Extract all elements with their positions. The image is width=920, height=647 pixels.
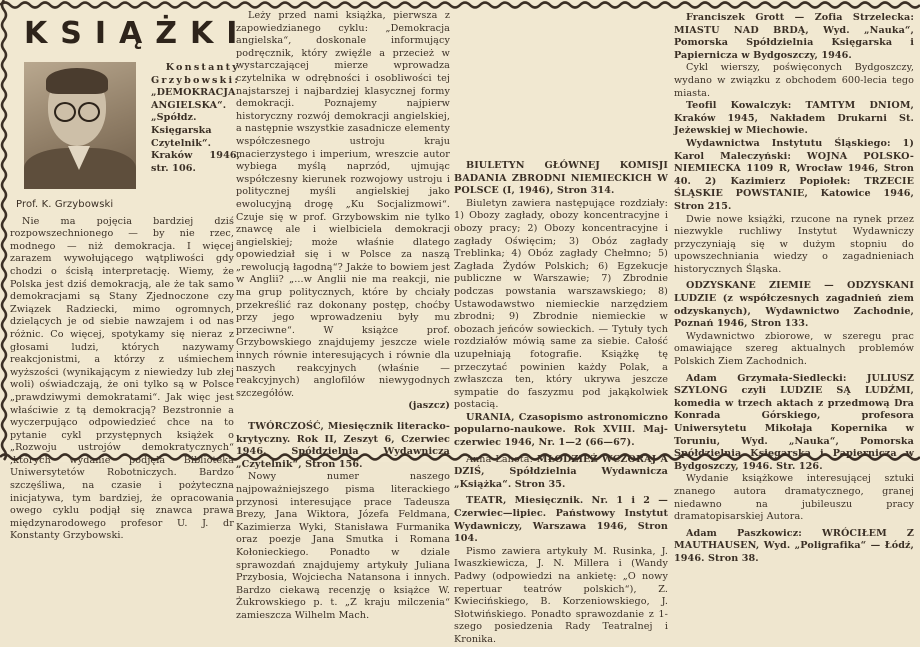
glasses-icon xyxy=(54,102,76,122)
review12-title: WRÓCIŁEM Z MAUTHAUSEN, Wyd. „Poligrafika“ — Łódź, 1946. Stron 38. xyxy=(674,527,914,564)
review11-heading xyxy=(674,373,914,474)
review9-body: Dwie nowe książki, rzucone na rynek przez niezwykle ruchliwy Instytut Wydawniczy przyczyniają się w dużym stopniu do upowszechniania wiedzy o zagadnieniach historycznych Śląska. xyxy=(674,213,914,275)
column-3 xyxy=(454,10,668,647)
wavy-border-top xyxy=(0,0,920,10)
review11-author: Adam Grzymała-Siedlecki: xyxy=(686,372,847,384)
review10-heading: ODZYSKANE ZIEMIE — ODZYSKANI LUDZIE (z współczesnych zagadnień ziem odzyskanych), Wydawnictwo Zachodnie, Poznań 1946, Stron 133. xyxy=(674,280,914,330)
review2-heading: TWÓRCZOŚĆ, Miesięcznik literacko-krytyczny. Rok II, Zeszyt 6, Czerwiec 1946. Spółdzielnia Wydawnicza „Czytelnik“, Stron 156. xyxy=(236,421,450,470)
review7-title: MIASTU NAD BRDĄ, Wyd. „Nauka“, Pomorska Spółdzielnia Księgarska i Papiernicza w Bydgoszczy, 1946. xyxy=(674,24,914,61)
column-1 xyxy=(10,10,251,543)
review11-title: JULIUSZ SZYLONG czyli LUDZIE SĄ LUDŹMI, komedia w trzech aktach z przedmową Dra Konrada Górskiego, profesora Uniwersytetu Mikołaja Kopernika w Toruniu, Wyd. „Nauka“, Pomorska Spółdzielnia Księgarska i Papiernicza w Bydgoszczy, 1946. Str. 126. xyxy=(674,372,914,472)
author-photo xyxy=(24,62,136,189)
review11-body: Wydanie książkowe interesującej sztuki znanego autora dramatycznego, granej niedawno na jubileuszu pracy dramatopisarskiej Autora. xyxy=(674,473,914,523)
review7-heading xyxy=(674,12,914,62)
wavy-border-left xyxy=(0,0,8,462)
review6-body: Pismo zawiera artykuły M. Rusinka, J. Iwaszkiewicza, J. N. Millera i (Wandy Padwy (odpowiedzi na ankietę: „O nowy repertuar teatrów polskich“), Z. Kwiecińskiego, B. Korzeniowskiego, J. Słotwińskiego. Ponadto sprawozdanie z 1-szego posiedzenia Rady Teatralnej i Kronika. xyxy=(454,545,668,645)
review12-author: Adam Paszkowicz: xyxy=(686,527,802,539)
review6-heading: TEATR, Miesięcznik. Nr. 1 i 2 — Czerwiec—lipiec. Państwowy Instytut Wydawniczy, Warszawa 1946, Stron 104. xyxy=(454,495,668,545)
review3-body: Biuletyn zawiera następujące rozdziały: 1) Obozy zagłady, obozy koncentracyjne i obozy pracy; 2) Obozy koncentracyjne i zagłady Oświęcim; 3) Obóz zagłady Treblinka; 4) Obóz zagłady Chełmno; 5) Zagłada Żydów Polskich; 6) Egzekucje publiczne w Warszawie; 7) Zbrodnie podczas powstania warszawskiego; 8) Ustawodawstwo niemieckie narzędziem zbrodni; 9) Zbrodnie niemieckie w obozach jeńców sowieckich. — Tytuły tych rozdziałów mówią same za siebie. Całość uzupełniają fotografie. Książkę tę przeczytać powinien każdy Polak, a zwłaszcza ten, który ukrywa jeszcze sympatie do faszyzmu pod jakąkolwiek postacią. xyxy=(454,197,668,411)
page-title: KSIĄŻKI xyxy=(24,16,251,51)
author-photo-block xyxy=(10,62,145,212)
review2-body: Nowy numer naszego najpoważniejszego pisma literackiego przynosi interesujące prace Tadeusza Brezy, Jana Wiktora, Józefa Feldmana, Kazimierza Wyki, Stanisława Furmanika oraz poezje Jana Smutka i Romana Kołonieckiego. Ponadto w dziale sprawozdań znajdujemy artykuły Juliana Przybosia, Wojciecha Natansona i innych. Bardzo ciekawą recenzję o książce W. Żukrowskiego p. t. „Z kraju milczenia“ zamieszcza Wilhelm Mach. xyxy=(236,471,450,621)
column-2 xyxy=(236,10,450,623)
review1-author: Konstanty Grzybowski: xyxy=(151,62,241,86)
review8-title: TAMTYM DNIOM, Kraków 1945, Nakładem Drukarni St. Jeżewskiej w Miechowie. xyxy=(674,100,914,137)
review3-heading: BIULETYN GŁÓWNEJ KOMISJI BADANIA ZBRODNI NIEMIECKICH W POLSCE (I, 1946), Stron 314. xyxy=(454,160,668,197)
review1-body-2: Leży przed nami książka, pierwsza z zapowiedzianego cyklu: „Demokracja angielska“, doskonale informujący podręcznik, który zwięźle a przecież w wystarczającej mierze wprowadza czytelnika w odrębności i osobliwości tej najstarszej i najbardziej klasycznej formy demokracji. Poznajemy najpierw historyczny rozwój demokracji angielskiej, a następnie wszystkie zasadnicze elementy współczesnego ustroju kraju macierzystego i imperium, wreszcie autor wybiega myślą naprzód, ujmując współczesny kierunek rozwojowy ustroju i politycznej myśli angielskiej jako ewolucyjną drogę „Ku Socjalizmowi“. Czuje się w prof. Grzybowskim nie tylko znawcę ale i wielbiciela demokracji angielskiej; może właśnie dlatego opowiedział się i w Polsce za naszą „rewolucją łagodną“? Jakże to bowiem jest w Anglii? „...w Anglii nie ma reakcji, nie ma grup politycznych, które by chciały przekreślić raz dokonany postęp, choćby przy jego wprowadzeniu były mu przeciwne“. W książce prof. Grzybowskiego znajdujemy jeszcze wiele innych równie interesujących i równie dla naszych reakcyjnych (właśnie — reakcyjnych) anglofilów niewygodnych szczegółów. xyxy=(236,10,450,399)
review1-publisher: „Spółdz. Księgarska Czytelnik“. Kraków 1946, str. 106. xyxy=(151,112,241,174)
review4-heading: URANIA, Czasopismo astronomiczno popularno-naukowe. Rok XVIII. Maj-czerwiec 1946, Nr. 1—2 (66—67). xyxy=(454,411,668,449)
review5-title: MŁODZIEŻ WCZORAJ A DZIŚ, Spółdzielnia Wydawnicza „Książka“. Stron 35. xyxy=(454,453,669,490)
review10-body: Wydawnictwo zbiorowe, w szeregu prac omawiające szereg aktualnych problemów Polskich Ziem Zachodnich. xyxy=(674,330,914,368)
review12-heading xyxy=(674,528,914,566)
review1-body-intro: Nie ma pojęcia bardziej dziś rozpowszechnionego — by nie rzec, modnego — niż demokracja. I więcej zarazem wywołującego wątpliwości gdy chodzi o ścisłą interpretację. Wiemy, że Polska jest dziś demokracją, ale że tak samo demokracjami są Stany Zjednoczone czy Związek Radziecki, mimo ogromnych, dzielących je od siebie nawzajem i od nas różnic. Co więcej, spotykamy się nieraz z głosami ludzi, których nazywamy reakcjonistmi, a którzy z uśmiechem wyższości (wynikającym z niewiedzy lub złej woli) oświadczają, że oni tylko są w Polsce „prawdziwymi demokratami“. Jak więc jest właściwie z tą demokracją? Bezstronnie a wyczerpująco odpowiedzieć chce na to pytanie cykl przystępnych książek o „Rozwoju ustrojów demokratycznych“ ,których wydanie podjęła Biblioteka Uniwersytetów Robotniczych. Bardzo szczęśliwa, na czasie i pożyteczna inicjatywa, tym bardziej, że opracowania owego cyklu podjął się znawca prawa międzynarodowego profesor U. J. dr Konstanty Grzybowski. xyxy=(10,215,234,542)
review8-heading xyxy=(674,100,914,138)
review8-author: Teofil Kowalczyk: xyxy=(686,100,792,112)
column-4 xyxy=(674,12,914,566)
review1-title: „DEMOKRACJA ANGIELSKA“. xyxy=(151,87,236,111)
review5-heading xyxy=(454,454,668,492)
review5-author: Anna Lanota: xyxy=(466,453,533,465)
review9-heading: Wydawnictwa Instytutu Śląskiego: 1) Karol Maleczyński: WOJNA POLSKO-NIEMIECKA 1109 R, Wrocław 1946, Stron 40. 2) Kazimierz Popiołek: TRZECIE ŚLĄSKIE POWSTANIE, Katowice 1946, Stron 215. xyxy=(674,137,914,212)
photo-caption: Prof. K. Grzybowski xyxy=(16,199,114,210)
review7-body: Cykl wierszy, poświęconych Bydgoszczy, wydano w związku z obchodem 600-lecia tego miasta. xyxy=(674,62,914,99)
review1-signature: (jaszcz) xyxy=(408,400,450,412)
review7-author: Franciszek Grott — Zofia Strzelecka: xyxy=(686,12,914,23)
review1-heading xyxy=(151,62,240,212)
